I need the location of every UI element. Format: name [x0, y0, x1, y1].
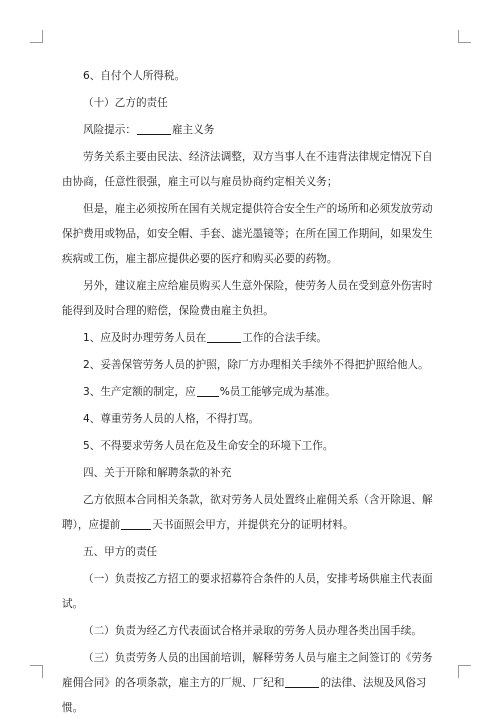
fill-blank	[197, 384, 219, 397]
paragraph-item-1: 1、应及时办理劳务人员在 工作的合法手续。	[83, 332, 328, 344]
section-heading-party-b: （十）乙方的责任	[83, 97, 168, 109]
fill-blank	[121, 517, 151, 530]
document-body	[62, 64, 442, 721]
paragraph-item-4: 4、尊重劳务人员的人格，不得打骂。	[83, 413, 260, 425]
paragraph-item-3: 3、生产定额的制定，应 %员工能够完成为基准。	[83, 386, 336, 398]
fill-blank	[207, 330, 241, 343]
paragraph-employer-obligations: 但是，雇主必须按所在国有关规定提供符合安全生产的场所和必须发放劳动保护费用或物品，如安全帽、手套、滤光墨镜等；在所在国工作期间，如果发生疾病或工伤，雇主都应提供必要的医疗和购买必要的药物。	[62, 203, 433, 265]
section-heading-party-a: 五、甲方的责任	[83, 546, 158, 558]
paragraph-item-6: 6、自付个人所得税。	[83, 70, 186, 82]
paragraph-dismissal-notice: 乙方依照本合同相关条款，欲对劳务人员处置终止雇佣关系（含开除退、解聘），应提前 天书面照会甲方，并提供充分的证明材料。	[62, 494, 433, 531]
crop-mark-top-left	[30, 30, 43, 43]
section-heading-dismissal: 四、关于开除和解聘条款的补充	[83, 467, 232, 479]
crop-mark-bottom-left	[30, 665, 43, 678]
paragraph-labor-relations: 劳务关系主要由民法、经济法调整，双方当事人在不违背法律规定情况下自由协商，任意性很强，雇主可以与雇员协商约定相关义务；	[62, 151, 433, 188]
paragraph-item-5: 5、不得要求劳务人员在危及生命安全的环境下工作。	[83, 440, 334, 452]
crop-mark-top-right	[458, 30, 471, 43]
paragraph-item-2: 2、妥善保管劳务人员的护照，除厂方办理相关手续外不得把护照给他人。	[83, 359, 429, 371]
paragraph-duty-3: （三）负责劳务人员的出国前培训，解释劳务人员与雇主之间签订的《劳务雇佣合同》的各项条款，雇主方的厂规、厂纪和 的法律、法规及风俗习惯。	[62, 652, 433, 714]
paragraph-insurance: 另外，建议雇主应给雇员购买人生意外保险，使劳务人员在受到意外伤害时能得到及时合理的赔偿，保险费由雇主负担。	[62, 280, 433, 317]
fill-blank	[137, 122, 171, 135]
risk-tip: 风险提示： 雇主义务	[83, 124, 215, 136]
paragraph-duty-1: （一）负责按乙方招工的要求招募符合条件的人员，安排考场供雇主代表面试。	[62, 573, 433, 610]
paragraph-duty-2: （二）负责为经乙方代表面试合格并录取的劳务人员办理各类出国手续。	[83, 625, 422, 637]
crop-mark-bottom-right	[458, 665, 471, 678]
fill-blank	[285, 675, 319, 688]
